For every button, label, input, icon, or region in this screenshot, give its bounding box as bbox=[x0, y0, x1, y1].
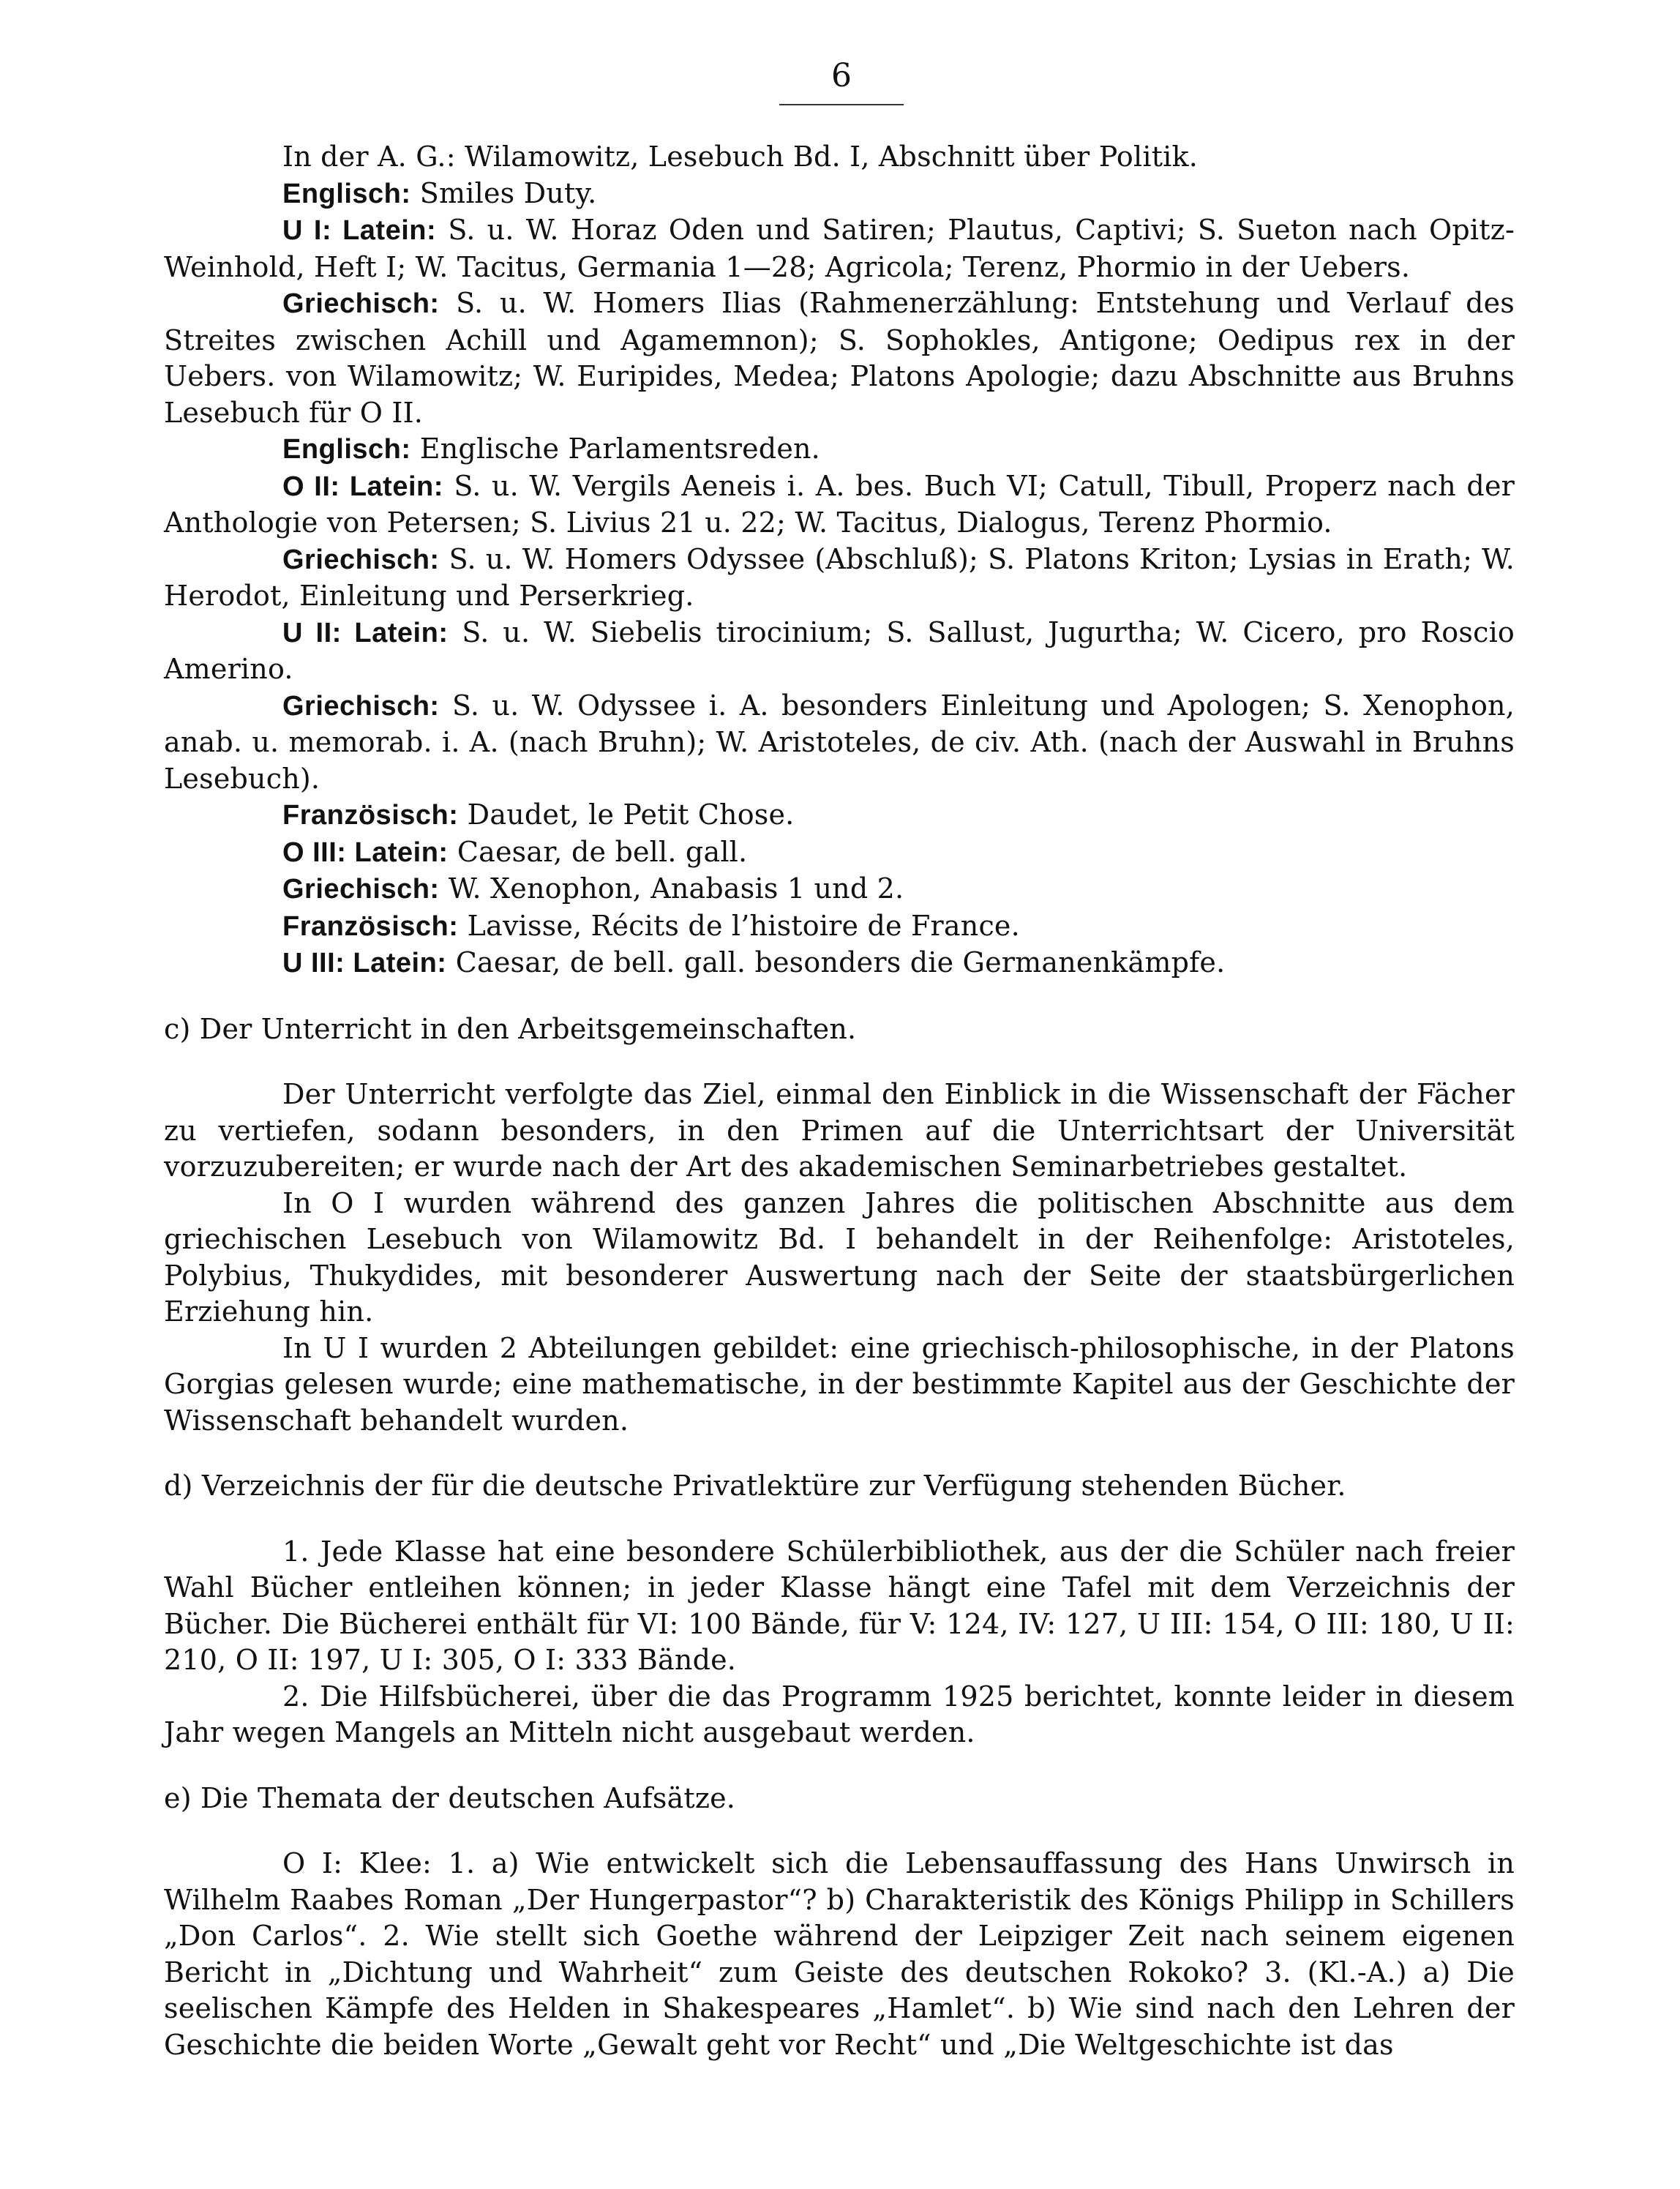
entry-text: S. u. W. Homers Odyssee (Abschluß); S. Platons Kriton; Lysias in Erath; W. Herodot, Einleitung und Perserkrieg. bbox=[164, 542, 1515, 612]
entry-label: Französisch: bbox=[282, 910, 459, 942]
entry-text: Smiles Duty. bbox=[410, 176, 597, 209]
reading-list-entry bbox=[164, 542, 1515, 615]
reading-list bbox=[164, 139, 1515, 982]
reading-list-entry bbox=[164, 945, 1515, 982]
entry-label: O III: Latein: bbox=[282, 837, 449, 868]
section-e-heading: e) Die Themata der deutschen Aufsätze. bbox=[164, 1781, 736, 1814]
section-c-paragraph: In U I wurden 2 Abteilungen gebildet: eine griechisch-philosophische, in der Platons Gorgias gelesen wurde; eine mathematische, in der bestimmte Kapitel aus der Geschichte der Wissenschaft behandelt wurden. bbox=[164, 1331, 1515, 1437]
section-d-paragraph: 2. Die Hilfsbücherei, über die das Programm 1925 berichtet, konnte leider in diesem Jahr wegen Mangels an Mitteln nicht ausgebaut werden. bbox=[164, 1680, 1515, 1748]
entry-label: Griechisch: bbox=[282, 874, 440, 905]
section-d-paragraph: 1. Jede Klasse hat eine besondere Schülerbibliothek, aus der die Schüler nach freier Wahl Bücher entleihen können; in jeder Klasse hängt eine Tafel mit dem Verzeichnis der Bücher. Die Bücherei enthält für VI: 100 Bände, für V: 124, IV: 127, U III: 154, O III: 180, U II: 210, O II: 197, U I: 305, O I: 333 Bände. bbox=[164, 1535, 1515, 1676]
reading-list-entry bbox=[164, 468, 1515, 542]
entry-text: Englische Parlamentsreden. bbox=[410, 433, 820, 465]
entry-label: U II: Latein: bbox=[282, 617, 449, 648]
entry-text: S. u. W. Odyssee i. A. besonders Einleitung und Apologen; S. Xenophon, anab. u. memorab. i. A. (nach Bruhn); W. Aristoteles, de civ. Ath. (nach der Auswahl in Bruhns Lesebuch). bbox=[164, 689, 1515, 795]
reading-list-entry bbox=[164, 834, 1515, 872]
page-body bbox=[164, 139, 1515, 2063]
page-number: 6 bbox=[831, 57, 852, 94]
section-e bbox=[164, 1781, 1515, 2064]
reading-list-entry bbox=[164, 797, 1515, 834]
reading-list-entry bbox=[164, 908, 1515, 946]
entry-label: Englisch: bbox=[282, 434, 411, 465]
reading-list-entry bbox=[164, 285, 1515, 431]
entry-text: Lavisse, Récits de l’histoire de France. bbox=[458, 909, 1020, 942]
entry-label: U I: Latein: bbox=[282, 215, 437, 246]
section-d bbox=[164, 1468, 1515, 1751]
entry-text: W. Xenophon, Anabasis 1 und 2. bbox=[439, 872, 904, 905]
entry-text: S. u. W. Vergils Aeneis i. A. bes. Buch VI; Catull, Tibull, Properz nach der Anthologie von Petersen; S. Livius 21 u. 22; W. Tacitus, Dialogus, Terenz Phormio. bbox=[164, 469, 1515, 539]
reading-list-entry bbox=[164, 871, 1515, 908]
reading-list-entry bbox=[164, 615, 1515, 688]
entry-text: Daudet, le Petit Chose. bbox=[458, 798, 795, 831]
section-c-paragraph: In O I wurden während des ganzen Jahres die politischen Abschnitte aus dem griechischen Lesebuch von Wilamowitz Bd. I behandelt in der Reihenfolge: Aristoteles, Polybius, Thukydides, mit besonderer Auswertung nach der Seite der staatsbürgerlichen Erziehung hin. bbox=[164, 1186, 1515, 1328]
reading-list-entry bbox=[164, 212, 1515, 285]
section-c-paragraph: Der Unterricht verfolgte das Ziel, einmal den Einblick in die Wissenschaft der Fächer zu vertiefen, sodann besonders, in den Primen auf die Unterrichtsart der Universität vorzuzubereiten; er wurde nach der Art des akademischen Seminarbetriebes gestaltet. bbox=[164, 1078, 1515, 1183]
entry-text: S. u. W. Siebelis tirocinium; S. Sallust, Jugurtha; W. Cicero, pro Roscio Amerino. bbox=[164, 615, 1515, 685]
reading-list-entry bbox=[164, 176, 1515, 213]
entry-label: Französisch: bbox=[282, 800, 459, 831]
section-c bbox=[164, 1011, 1515, 1440]
entry-label: Griechisch: bbox=[282, 690, 440, 722]
entry-text: S. u. W. Horaz Oden und Satiren; Plautus, Captivi; S. Sueton nach Opitz-Weinhold, Heft I; W. Tacitus, Germania 1—28; Agricola; Terenz, Phormio in der Uebers. bbox=[164, 214, 1515, 283]
section-e-paragraph: O I: Klee: 1. a) Wie entwickelt sich die Lebensauffassung des Hans Unwirsch in Wilhelm Raabes Roman „Der Hungerpastor“? b) Charakteristik des Königs Philipp in Schillers „Don Carlos“. 2. Wie stellt sich Goethe während der Leipziger Zeit nach seinem eigenen Bericht in „Dichtung und Wahrheit“ zum Geiste des deutschen Rokoko? 3. (Kl.-A.) a) Die seelischen Kämpfe des Helden in Shakespeares „Hamlet“. b) Wie sind nach den Lehren der Geschichte die beiden Worte „Gewalt geht vor Recht“ und „Die Weltgeschichte ist das bbox=[164, 1847, 1515, 2061]
entry-text: In der A. G.: Wilamowitz, Lesebuch Bd. I, Abschnitt über Politik. bbox=[282, 141, 1199, 173]
entry-text: Caesar, de bell. gall. bbox=[448, 835, 748, 868]
entry-label: Griechisch: bbox=[282, 544, 440, 575]
entry-label: O II: Latein: bbox=[282, 471, 443, 502]
reading-list-entry bbox=[164, 139, 1515, 176]
entry-label: Griechisch: bbox=[282, 288, 440, 319]
entry-text: Caesar, de bell. gall. besonders die Germanenkämpfe. bbox=[446, 946, 1226, 978]
entry-text: S. u. W. Homers Ilias (Rahmenerzählung: Entstehung und Verlauf des Streites zwischen Achill und Agamemnon); S. Sophokles, Antigone; Oedipus rex in der Uebers. von Wilamowitz; W. Euripides, Medea; Platons Apologie; dazu Abschnitte aus Bruhns Lesebuch für O II. bbox=[164, 287, 1515, 429]
header-rule bbox=[779, 104, 904, 105]
section-d-heading: d) Verzeichnis der für die deutsche Privatlektüre zur Verfügung stehenden Bücher. bbox=[164, 1470, 1346, 1502]
page-header bbox=[688, 57, 995, 105]
entry-label: Englisch: bbox=[282, 178, 411, 209]
section-c-heading: c) Der Unterricht in den Arbeitsgemeinschaften. bbox=[164, 1012, 857, 1045]
reading-list-entry bbox=[164, 688, 1515, 798]
entry-label: U III: Latein: bbox=[282, 948, 447, 978]
reading-list-entry bbox=[164, 431, 1515, 468]
